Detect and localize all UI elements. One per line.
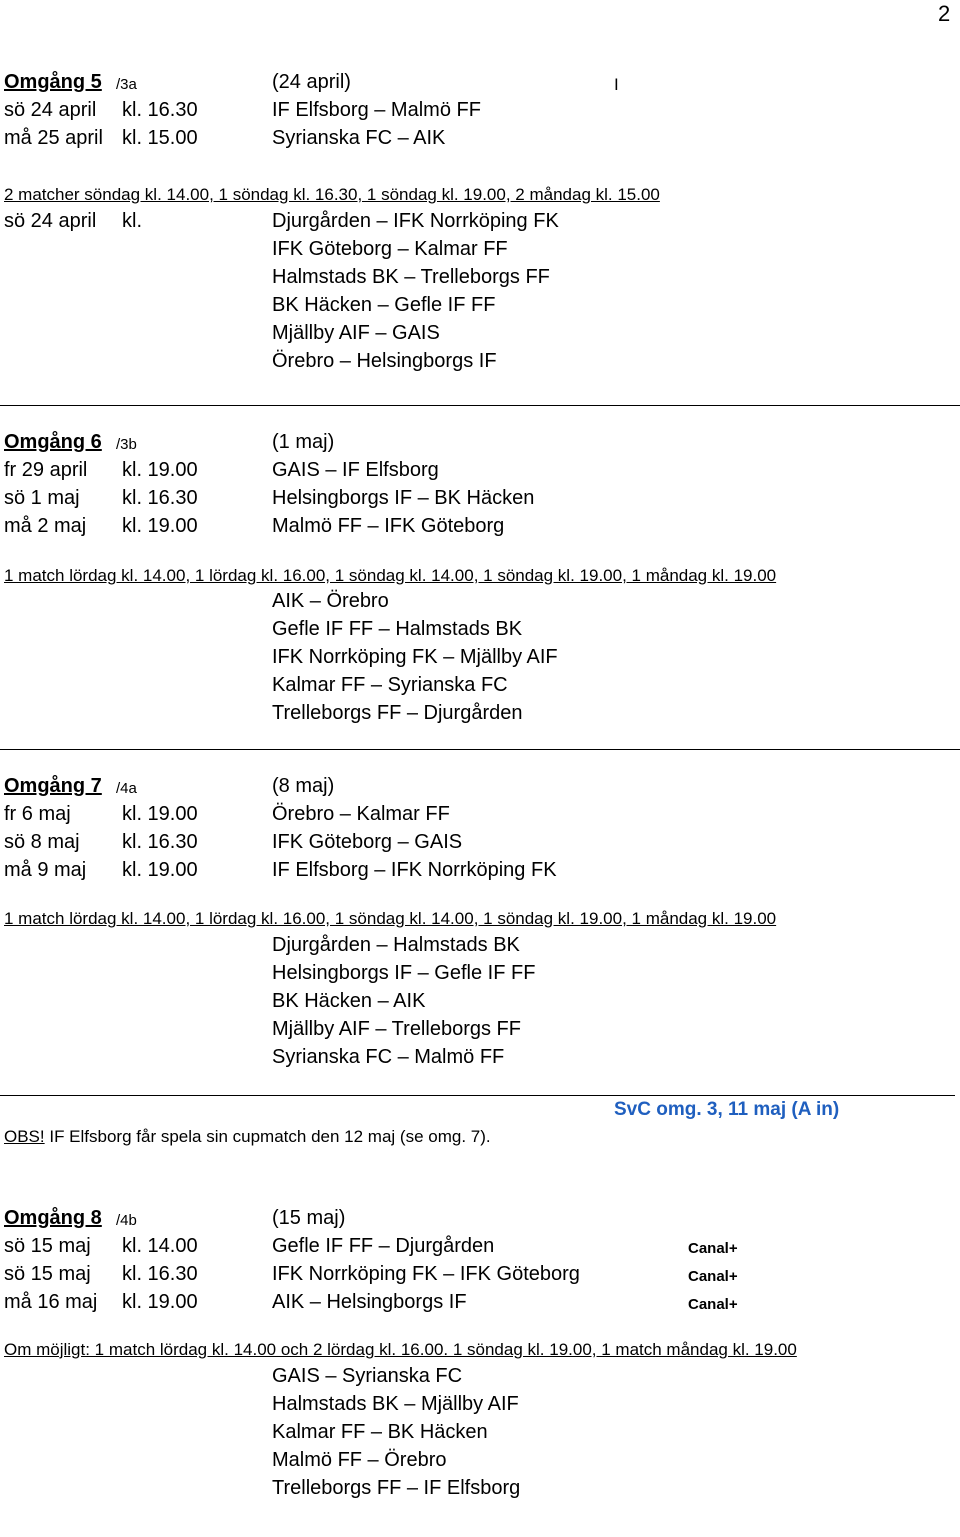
open-match: Kalmar FF – Syrianska FC	[272, 674, 508, 696]
fixture-match: Syrianska FC – AIK	[272, 127, 446, 149]
fixture-match: Örebro – Kalmar FF	[272, 803, 450, 825]
page-number: 2	[938, 1, 951, 26]
open-match: Halmstads BK – Mjällby AIF	[272, 1393, 519, 1415]
fixture-day: fr 6 maj	[4, 803, 71, 825]
obs-label: OBS!	[4, 1127, 45, 1146]
fixture-time: kl. 16.30	[122, 487, 198, 509]
fixture-day: sö 24 april	[4, 99, 97, 121]
open-match: Trelleborgs FF – Djurgården	[272, 702, 523, 724]
round-date: (15 maj)	[272, 1207, 346, 1229]
round-title: Omgång 6	[4, 431, 102, 453]
fixture-match: IF Elfsborg – IFK Norrköping FK	[272, 859, 557, 881]
schedule-note: 1 match lördag kl. 14.00, 1 lördag kl. 16.00, 1 söndag kl. 14.00, 1 söndag kl. 19.00, 1 måndag kl. 19.00	[4, 566, 777, 585]
fixture-match: Malmö FF – IFK Göteborg	[272, 515, 505, 537]
fixture-time: kl.	[122, 210, 142, 232]
open-match: BK Häcken – AIK	[272, 990, 426, 1012]
open-match: Kalmar FF – BK Häcken	[272, 1421, 488, 1443]
fixture-time: kl. 16.30	[122, 831, 198, 853]
fixture-time: kl. 19.00	[122, 459, 198, 481]
fixture-day: må 16 maj	[4, 1291, 98, 1313]
open-match: Örebro – Helsingborgs IF	[272, 350, 497, 372]
round-code: /4b	[116, 1212, 137, 1229]
schedule-note: 1 match lördag kl. 14.00, 1 lördag kl. 16.00, 1 söndag kl. 14.00, 1 söndag kl. 19.00, 1 måndag kl. 19.00	[4, 909, 777, 928]
fixture-day: sö 1 maj	[4, 487, 80, 509]
fixture-day: sö 8 maj	[4, 831, 80, 853]
round-title: Omgång 5	[4, 71, 102, 93]
round-title: Omgång 8	[4, 1207, 102, 1229]
open-match: Djurgården – IFK Norrköping FK	[272, 210, 559, 232]
fixture-match: GAIS – IF Elfsborg	[272, 459, 439, 481]
open-match: IFK Göteborg – Kalmar FF	[272, 238, 508, 260]
fixture-day: sö 15 maj	[4, 1235, 91, 1257]
divider	[0, 405, 960, 406]
fixture-day: sö 24 april	[4, 210, 97, 232]
margin-marker: I	[614, 75, 619, 94]
fixture-match: IF Elfsborg – Malmö FF	[272, 99, 481, 121]
open-match: GAIS – Syrianska FC	[272, 1365, 463, 1387]
fixture-day: sö 15 maj	[4, 1263, 91, 1285]
fixture-time: kl. 19.00	[122, 515, 198, 537]
divider	[0, 749, 960, 750]
round-code: /4a	[116, 780, 137, 797]
round-date: (8 maj)	[272, 775, 335, 797]
fixture-day: må 2 maj	[4, 515, 87, 537]
open-match: Mjällby AIF – Trelleborgs FF	[272, 1018, 521, 1040]
open-match: Gefle IF FF – Halmstads BK	[272, 618, 523, 640]
round-code: /3a	[116, 76, 137, 93]
schedule-note: Om möjligt: 1 match lördag kl. 14.00 och 2 lördag kl. 16.00. 1 söndag kl. 19.00, 1 match måndag kl. 19.00	[4, 1340, 797, 1359]
fixture-match: Gefle IF FF – Djurgården	[272, 1235, 495, 1257]
obs-note	[4, 1125, 491, 1149]
fixture-time: kl. 15.00	[122, 127, 198, 149]
tv-channel: Canal+	[688, 1296, 738, 1313]
round-date: (24 april)	[272, 71, 351, 93]
open-match: Djurgården – Halmstads BK	[272, 934, 520, 956]
schedule-note: 2 matcher söndag kl. 14.00, 1 söndag kl. 16.30, 1 söndag kl. 19.00, 2 måndag kl. 15.00	[4, 185, 660, 204]
open-match: Helsingborgs IF – Gefle IF FF	[272, 962, 536, 984]
open-match: BK Häcken – Gefle IF FF	[272, 294, 496, 316]
tv-channel: Canal+	[688, 1268, 738, 1285]
divider	[0, 1095, 955, 1096]
obs-text: IF Elfsborg får spela sin cupmatch den 12 maj (se omg. 7).	[44, 1127, 491, 1146]
open-match: Trelleborgs FF – IF Elfsborg	[272, 1477, 521, 1499]
open-match: IFK Norrköping FK – Mjällby AIF	[272, 646, 558, 668]
open-match: Mjällby AIF – GAIS	[272, 322, 440, 344]
open-match: AIK – Örebro	[272, 590, 389, 612]
fixture-time: kl. 19.00	[122, 803, 198, 825]
fixture-match: Helsingborgs IF – BK Häcken	[272, 487, 535, 509]
fixture-time: kl. 14.00	[122, 1235, 198, 1257]
fixture-day: må 9 maj	[4, 859, 87, 881]
round-code: /3b	[116, 436, 137, 453]
fixture-time: kl. 16.30	[122, 1263, 198, 1285]
open-match: Halmstads BK – Trelleborgs FF	[272, 266, 550, 288]
svc-note: SvC omg. 3, 11 maj (A in)	[614, 1099, 840, 1120]
round-date: (1 maj)	[272, 431, 335, 453]
fixture-time: kl. 19.00	[122, 1291, 198, 1313]
fixture-time: kl. 19.00	[122, 859, 198, 881]
fixture-day: fr 29 april	[4, 459, 88, 481]
round-title: Omgång 7	[4, 775, 102, 797]
fixture-match: AIK – Helsingborgs IF	[272, 1291, 467, 1313]
open-match: Syrianska FC – Malmö FF	[272, 1046, 505, 1068]
open-match: Malmö FF – Örebro	[272, 1449, 447, 1471]
fixture-day: må 25 april	[4, 127, 103, 149]
fixture-match: IFK Göteborg – GAIS	[272, 831, 463, 853]
tv-channel: Canal+	[688, 1240, 738, 1257]
fixture-time: kl. 16.30	[122, 99, 198, 121]
fixture-match: IFK Norrköping FK – IFK Göteborg	[272, 1263, 580, 1285]
